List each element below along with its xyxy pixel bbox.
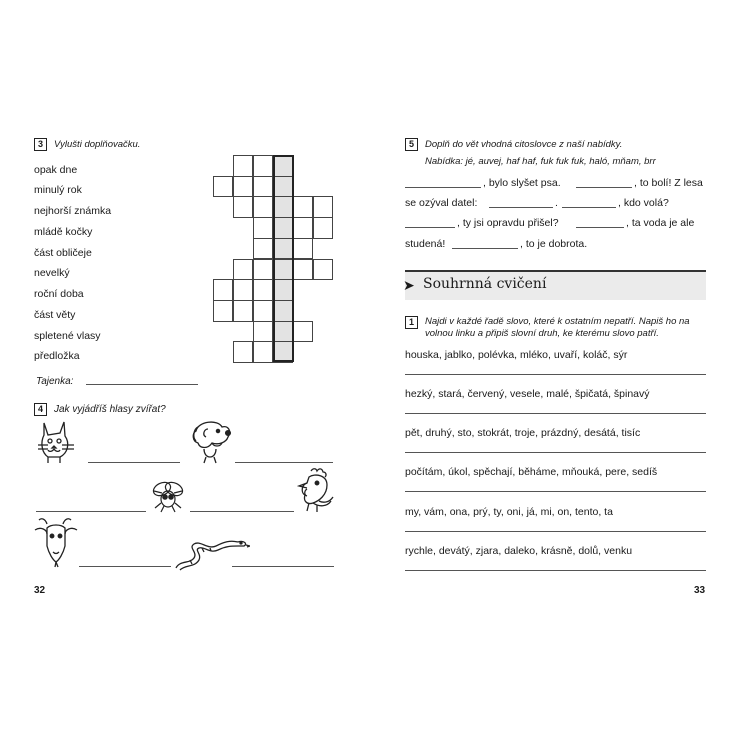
word-row-2: hezký, stará, červený, vesele, malé, špičatá, špinavý <box>405 388 650 400</box>
dog-answer-line[interactable] <box>235 462 333 463</box>
crossword-cell[interactable] <box>313 217 333 239</box>
crossword-cell[interactable] <box>253 155 273 177</box>
snake-answer-line[interactable] <box>232 566 334 567</box>
tajenka-answer-line[interactable] <box>86 384 198 385</box>
tajenka-column-frame <box>273 155 294 362</box>
blank-1[interactable] <box>405 187 481 188</box>
blank-2[interactable] <box>576 187 632 188</box>
crossword-cell[interactable] <box>293 238 313 260</box>
crossword-cell[interactable] <box>313 259 333 281</box>
exercise-3-number: 3 <box>34 138 47 151</box>
dog-icon <box>188 417 234 465</box>
blank-3[interactable] <box>489 207 553 208</box>
blank-7[interactable] <box>452 248 518 249</box>
answer-line-5[interactable] <box>405 531 706 532</box>
crossword-cell[interactable] <box>233 259 253 281</box>
crossword-cell[interactable] <box>233 155 253 177</box>
fly-answer-line-2[interactable] <box>190 511 294 512</box>
exercise-3-instruction: Vylušti doplňovačku. <box>54 139 141 150</box>
crossword-cell[interactable] <box>233 176 253 198</box>
answer-line-2[interactable] <box>405 413 706 414</box>
crossword-cell[interactable] <box>253 300 273 322</box>
answer-line-4[interactable] <box>405 491 706 492</box>
double-arrow-icon: ➤ <box>403 277 415 293</box>
clue-6: nevelký <box>34 267 70 279</box>
cat-icon <box>34 419 80 465</box>
exercise-4-instruction: Jak vyjádříš hlasy zvířat? <box>54 404 166 415</box>
crossword-cell[interactable] <box>253 217 273 239</box>
clue-1: opak dne <box>34 164 78 176</box>
crossword-cell[interactable] <box>253 176 273 198</box>
exercise-5-number: 5 <box>405 138 418 151</box>
clue-3: nejhorší známka <box>34 205 112 217</box>
clue-7: roční doba <box>34 288 84 300</box>
crossword-cell[interactable] <box>293 217 313 239</box>
sentence-2a: se ozýval datel: <box>405 197 478 209</box>
clue-4: mládě kočky <box>34 226 93 238</box>
blank-4[interactable] <box>562 207 616 208</box>
crossword-cell[interactable] <box>293 259 313 281</box>
page-number-left: 32 <box>34 585 46 596</box>
fly-answer-line[interactable] <box>36 511 146 512</box>
crossword-cell[interactable] <box>293 196 313 218</box>
answer-line-3[interactable] <box>405 452 706 453</box>
crossword-cell[interactable] <box>313 196 333 218</box>
clue-2: minulý rok <box>34 184 82 196</box>
page-number-right: 33 <box>694 585 706 596</box>
clue-10: předložka <box>34 350 80 362</box>
blank-5[interactable] <box>405 227 455 228</box>
word-row-1: houska, jablko, polévka, mléko, uvaří, koláč, sýr <box>405 349 628 361</box>
exercise-4-number: 4 <box>34 403 47 416</box>
crossword-cell[interactable] <box>253 279 273 301</box>
crossword-cell[interactable] <box>213 279 233 301</box>
exercise-1-number: 1 <box>405 316 418 329</box>
answer-line-6[interactable] <box>405 570 706 571</box>
rooster-icon <box>297 467 337 513</box>
sentence-4b: , to je dobrota. <box>520 238 588 250</box>
exercise-1-instruction-1: Najdi v každé řadě slovo, které k ostatním nepatří. Napiš ho na <box>425 316 690 327</box>
answer-line-1[interactable] <box>405 374 706 375</box>
sentence-1b: , to bolí! Z lesa <box>634 177 703 189</box>
crossword-cell[interactable] <box>293 321 313 343</box>
crossword-cell[interactable] <box>253 196 273 218</box>
crossword-cell[interactable] <box>233 300 253 322</box>
word-row-6: rychle, devátý, zjara, daleko, krásně, dolů, venku <box>405 545 633 557</box>
crossword-cell[interactable] <box>213 300 233 322</box>
word-row-3: pět, druhý, sto, stokrát, troje, prázdný, desátá, tisíc <box>405 427 641 439</box>
clue-8: část věty <box>34 309 76 321</box>
exercise-5-offer: Nabídka: jé, auvej, haf haf, fuk fuk fuk, haló, mňam, brr <box>425 156 656 167</box>
word-row-5: my, vám, ona, prý, ty, oni, já, mi, on, tento, ta <box>405 506 613 518</box>
exercise-1-instruction-2: volnou linku a připiš slovní druh, ke kterému slovo patří. <box>425 328 659 339</box>
sentence-3a: , ty jsi opravdu přišel? <box>457 217 559 229</box>
sentence-4a: studená! <box>405 238 446 250</box>
blank-6[interactable] <box>576 227 624 228</box>
sentence-2b: . <box>555 197 558 209</box>
section-heading <box>405 270 706 300</box>
crossword-cell[interactable] <box>233 196 253 218</box>
cat-answer-line[interactable] <box>88 462 180 463</box>
section-title: Souhrnná cvičení <box>423 276 547 292</box>
crossword-cell[interactable] <box>253 238 273 260</box>
crossword-cell[interactable] <box>233 341 253 363</box>
fly-icon <box>150 479 186 513</box>
goat-icon <box>33 516 79 568</box>
exercise-5-instruction: Doplň do vět vhodná citoslovce z naší nabídky. <box>425 139 623 150</box>
sentence-1a: , bylo slyšet psa. <box>483 177 561 189</box>
crossword-cell[interactable] <box>213 176 233 198</box>
crossword-cell[interactable] <box>253 341 273 363</box>
word-row-4: počítám, úkol, spěchají, běháme, mňouká, pere, sedíš <box>405 466 658 478</box>
crossword-cell[interactable] <box>253 259 273 281</box>
sentence-2c: , kdo volá? <box>618 197 669 209</box>
tajenka-label: Tajenka: <box>36 376 74 387</box>
goat-answer-line[interactable] <box>79 566 171 567</box>
sentence-3b: , ta voda je ale <box>626 217 695 229</box>
crossword-cell[interactable] <box>253 321 273 343</box>
crossword-cell[interactable] <box>233 279 253 301</box>
clue-9: spletené vlasy <box>34 330 101 342</box>
clue-5: část obličeje <box>34 247 92 259</box>
